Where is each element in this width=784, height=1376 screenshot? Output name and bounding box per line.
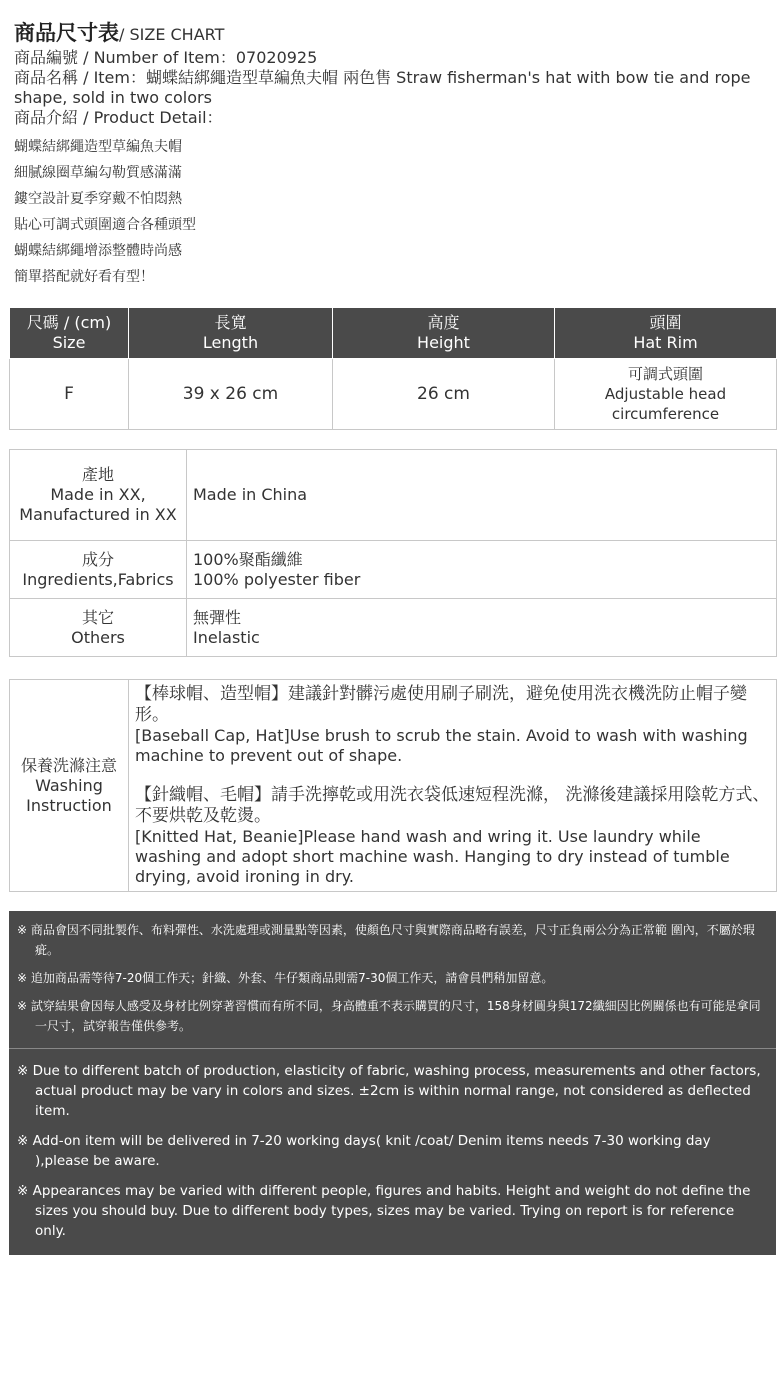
washing-instruction-table	[9, 679, 777, 892]
notice-en-section	[9, 1049, 776, 1255]
washing-value	[129, 680, 777, 892]
hat-rim-cell: 可調式頭圍 Adjustable head circumference	[555, 359, 777, 430]
notice-item: ※ Due to different batch of production, elasticity of fabric, washing process, measurements and other factors, actual product may be vary in colors and sizes. ±2cm is within normal range, not considered as deflected item.	[17, 1063, 761, 1119]
height-header: 高度 Height	[333, 308, 555, 359]
washing-row	[10, 680, 777, 892]
product-detail-label: 商品介紹 / Product Detail：	[14, 108, 223, 127]
feature-item: 蝴蝶結綁繩造型草編魚夫帽	[14, 139, 182, 155]
origin-value: Made in China	[187, 450, 777, 541]
feature-item: 簡單搭配就好看有型！	[14, 269, 154, 285]
feature-item: 蝴蝶結綁繩增添整體時尚感	[14, 243, 182, 259]
cap-care-zh: 【棒球帽、造型帽】建議針對髒污處使用刷子刷洗，避免使用洗衣機洗防止帽子變形。	[135, 684, 747, 725]
feature-item: 鏤空設計夏季穿戴不怕悶熱	[14, 191, 182, 207]
product-header	[14, 18, 774, 290]
item-name: 商品名稱 / Item：蝴蝶結綁繩造型草編魚夫帽 兩色售 Straw fisherman's hat with bow tie and rope shape, sold in two colors	[14, 68, 751, 107]
notice-item: ※ 試穿結果會因每人感受及身材比例穿著習慣而有所不同，身高體重不表示購買的尺寸，158身材圓身與172纖細因比例關係也有可能是拿同一尺寸，試穿報告僅供參考。	[17, 999, 761, 1033]
ingredients-label: 成分 Ingredients,Fabrics	[10, 541, 187, 599]
cap-care-en: [Baseball Cap, Hat]Use brush to scrub the stain. Avoid to wash with washing machine to prevent out of shape.	[135, 726, 748, 765]
size-chart-table	[9, 307, 777, 430]
height-cell: 26 cm	[333, 359, 555, 430]
size-chart-header-row	[10, 308, 777, 359]
knit-care-zh: 【針織帽、毛帽】請手洗擰乾或用洗衣袋低速短程洗滌， 洗滌後建議採用陰乾方式、不要烘乾及乾燙。	[135, 785, 770, 826]
others-label: 其它 Others	[10, 599, 187, 657]
product-info-table	[9, 449, 777, 657]
feature-item: 細膩線圈草編勾勒質感滿滿	[14, 165, 182, 181]
hat-rim-header: 頭圍 Hat Rim	[555, 308, 777, 359]
notice-item: ※ Appearances may be varied with different people, figures and habits. Height and weight do not define the sizes you should buy. Due to different body types, sizes may be varied. Trying on report is for reference only.	[17, 1183, 751, 1239]
size-cell: F	[10, 359, 129, 430]
notice-item: ※ Add-on item will be delivered in 7-20 working days( knit /coat/ Denim items needs 7-30 working day ),please be aware.	[17, 1133, 711, 1169]
origin-row	[10, 450, 777, 541]
origin-label: 產地 Made in XX, Manufactured in XX	[10, 450, 187, 541]
page-title-en: / SIZE CHART	[119, 25, 225, 44]
knit-care-en: [Knitted Hat, Beanie]Please hand wash and wring it. Use laundry while washing and adopt short machine wash. Hanging to dry instead of tumble drying, avoid ironing in dry.	[135, 827, 730, 886]
table-row	[10, 359, 777, 430]
length-header: 長寬 Length	[129, 308, 333, 359]
length-cell: 39 x 26 cm	[129, 359, 333, 430]
size-header: 尺碼 / (cm) Size	[10, 308, 129, 359]
notice-zh-section	[9, 911, 776, 1049]
washing-label: 保養洗滌注意 Washing Instruction	[10, 680, 129, 892]
feature-list	[14, 134, 774, 290]
feature-item: 貼心可調式頭圍適合各種頭型	[14, 217, 196, 233]
notice-panel	[9, 911, 776, 1255]
notice-item: ※ 商品會因不同批製作、布料彈性、水洗處理或測量點等因素，使顏色尺寸與實際商品略有誤差，尺寸正負兩公分為正常範 圍內，不屬於瑕疵。	[17, 923, 755, 957]
others-value: 無彈性 Inelastic	[187, 599, 777, 657]
notice-item: ※ 追加商品需等待7-20個工作天；針織、外套、牛仔類商品則需7-30個工作天，請會員們稍加留意。	[17, 971, 554, 985]
item-number: 商品編號 / Number of Item：07020925	[14, 48, 318, 67]
others-row	[10, 599, 777, 657]
ingredients-value: 100%聚酯纖維 100% polyester fiber	[187, 541, 777, 599]
page-title-zh: 商品尺寸表	[14, 21, 119, 45]
page-title	[14, 18, 774, 48]
ingredients-row	[10, 541, 777, 599]
